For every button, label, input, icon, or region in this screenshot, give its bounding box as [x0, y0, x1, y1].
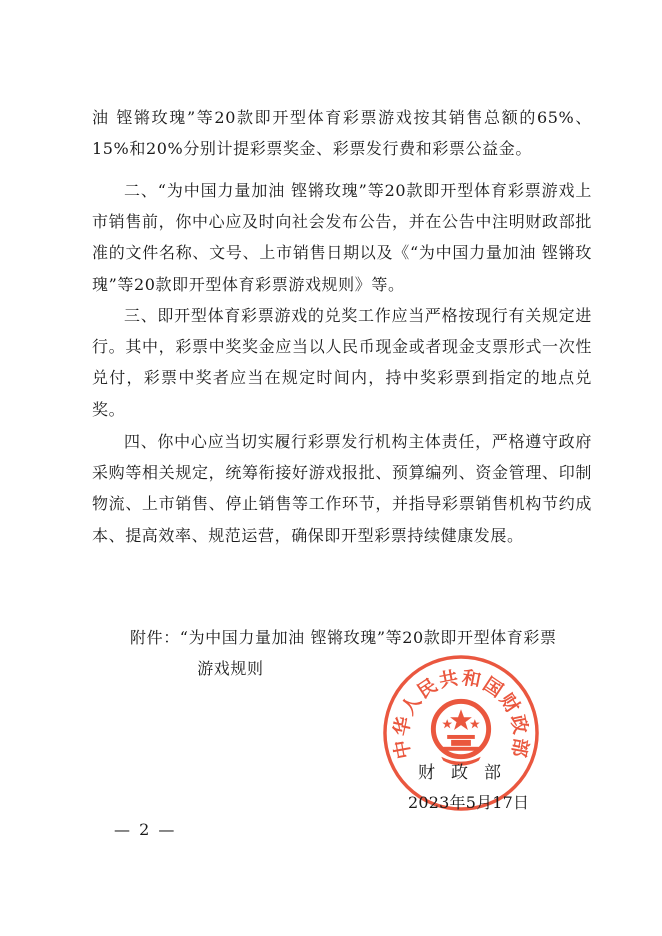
page-number: — 2 —: [114, 820, 177, 839]
issuing-authority: 财政部: [418, 763, 517, 783]
seal-text: 中华人民共和国财政部: [390, 667, 532, 761]
attachment-line-2: 游戏规则: [197, 659, 264, 679]
national-emblem-icon: [433, 701, 488, 765]
paragraph-item-2: 二、“为中国力量加油 铿锵玫瑰”等20款即开型体育彩票游戏上市销售前，你中心应及时向社会发布公告，并在公告中注明财政部批准的文件名称、文号、上市销售日期以及《“为中国力量加油 铿锵玫瑰”等20款即开型体育彩票游戏规则》等。: [92, 181, 592, 294]
attachment-line-1: 附件：“为中国力量加油 铿锵玫瑰”等20款即开型体育彩票: [130, 628, 557, 647]
paragraph-item-4: 四、你中心应当切实履行彩票发行机构主体责任，严格遵守政府采购等相关规定，统筹衔接好游戏报批、预算编列、资金管理、印制物流、上市销售、停止销售等工作环节，并指导彩票销售机构节约成本、提高效率、规范运营，确保即开型彩票持续健康发展。: [92, 432, 592, 545]
official-seal: [382, 654, 540, 812]
paragraph-item-3: 三、即开型体育彩票游戏的兑奖工作应当严格按现行有关规定进行。其中，彩票中奖奖金应当以人民币现金或者现金支票形式一次性兑付，彩票中奖者应当在规定时间内，持中奖彩票到指定的地点兑奖。: [92, 306, 592, 419]
paragraph-continuation: 油 铿锵玫瑰”等20款即开型体育彩票游戏按其销售总额的65%、15%和20%分别计提彩票奖金、彩票发行费和彩票公益金。: [92, 108, 592, 159]
issue-date: 2023年5月17日: [408, 793, 530, 812]
